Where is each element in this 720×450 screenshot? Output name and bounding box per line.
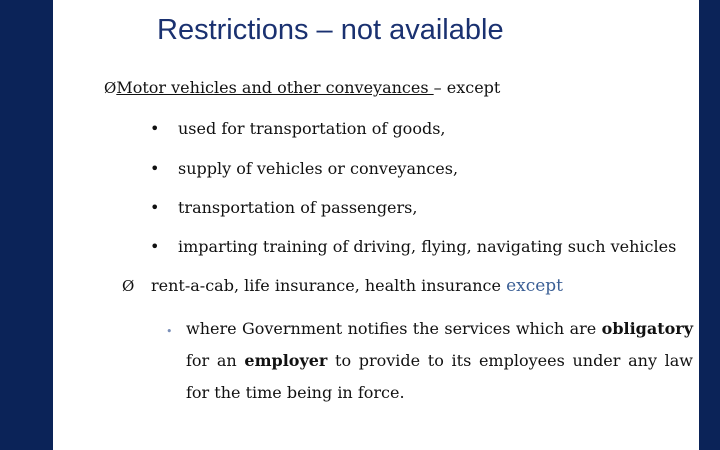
para-part-2: for an — [186, 351, 245, 370]
sub-item-training-text: imparting training of driving, flying, navigating such vehicles — [178, 237, 677, 256]
small-bullet-icon: • — [166, 325, 173, 338]
rent-a-cab-line — [151, 276, 563, 296]
sub-bullet-government — [166, 320, 173, 339]
sub-item-passengers — [150, 198, 159, 217]
obligatory-emphasis: obligatory — [601, 319, 693, 338]
government-notification-paragraph — [186, 313, 693, 409]
para-part-3: to provide to its employees under any law for the time being in force. — [186, 351, 694, 402]
sub-item-supply-text: supply of vehicles or conveyances, — [178, 159, 459, 178]
sub-item-training — [150, 237, 159, 256]
sub-item-goods — [150, 119, 159, 138]
rent-a-cab-text: rent-a-cab, life insurance, health insurance — [151, 276, 507, 295]
bullet-icon: • — [150, 119, 160, 138]
sub-item-goods-text: used for transportation of goods, — [178, 119, 446, 138]
list-item-motor-vehicles — [104, 78, 500, 97]
bullet-icon: • — [150, 237, 160, 256]
except-highlight: except — [506, 276, 564, 296]
sub-item-supply — [150, 159, 159, 178]
motor-vehicles-heading: Motor vehicles and other conveyances — [116, 78, 434, 97]
arrow-bullet-icon: Ø — [122, 277, 135, 295]
list-item-rent-a-cab — [122, 276, 134, 295]
para-part-1: where Government notifies the services which are — [186, 319, 602, 338]
left-frame-bar — [0, 0, 53, 450]
bullet-icon: • — [150, 198, 160, 217]
slide-title: Restrictions – not available — [157, 14, 504, 46]
bullet-icon: • — [150, 159, 160, 178]
arrow-bullet-icon: Ø — [104, 79, 117, 97]
employer-emphasis: employer — [244, 351, 328, 370]
motor-vehicles-except: – except — [433, 78, 501, 97]
right-frame-bar — [699, 0, 720, 450]
sub-item-passengers-text: transportation of passengers, — [178, 198, 418, 217]
